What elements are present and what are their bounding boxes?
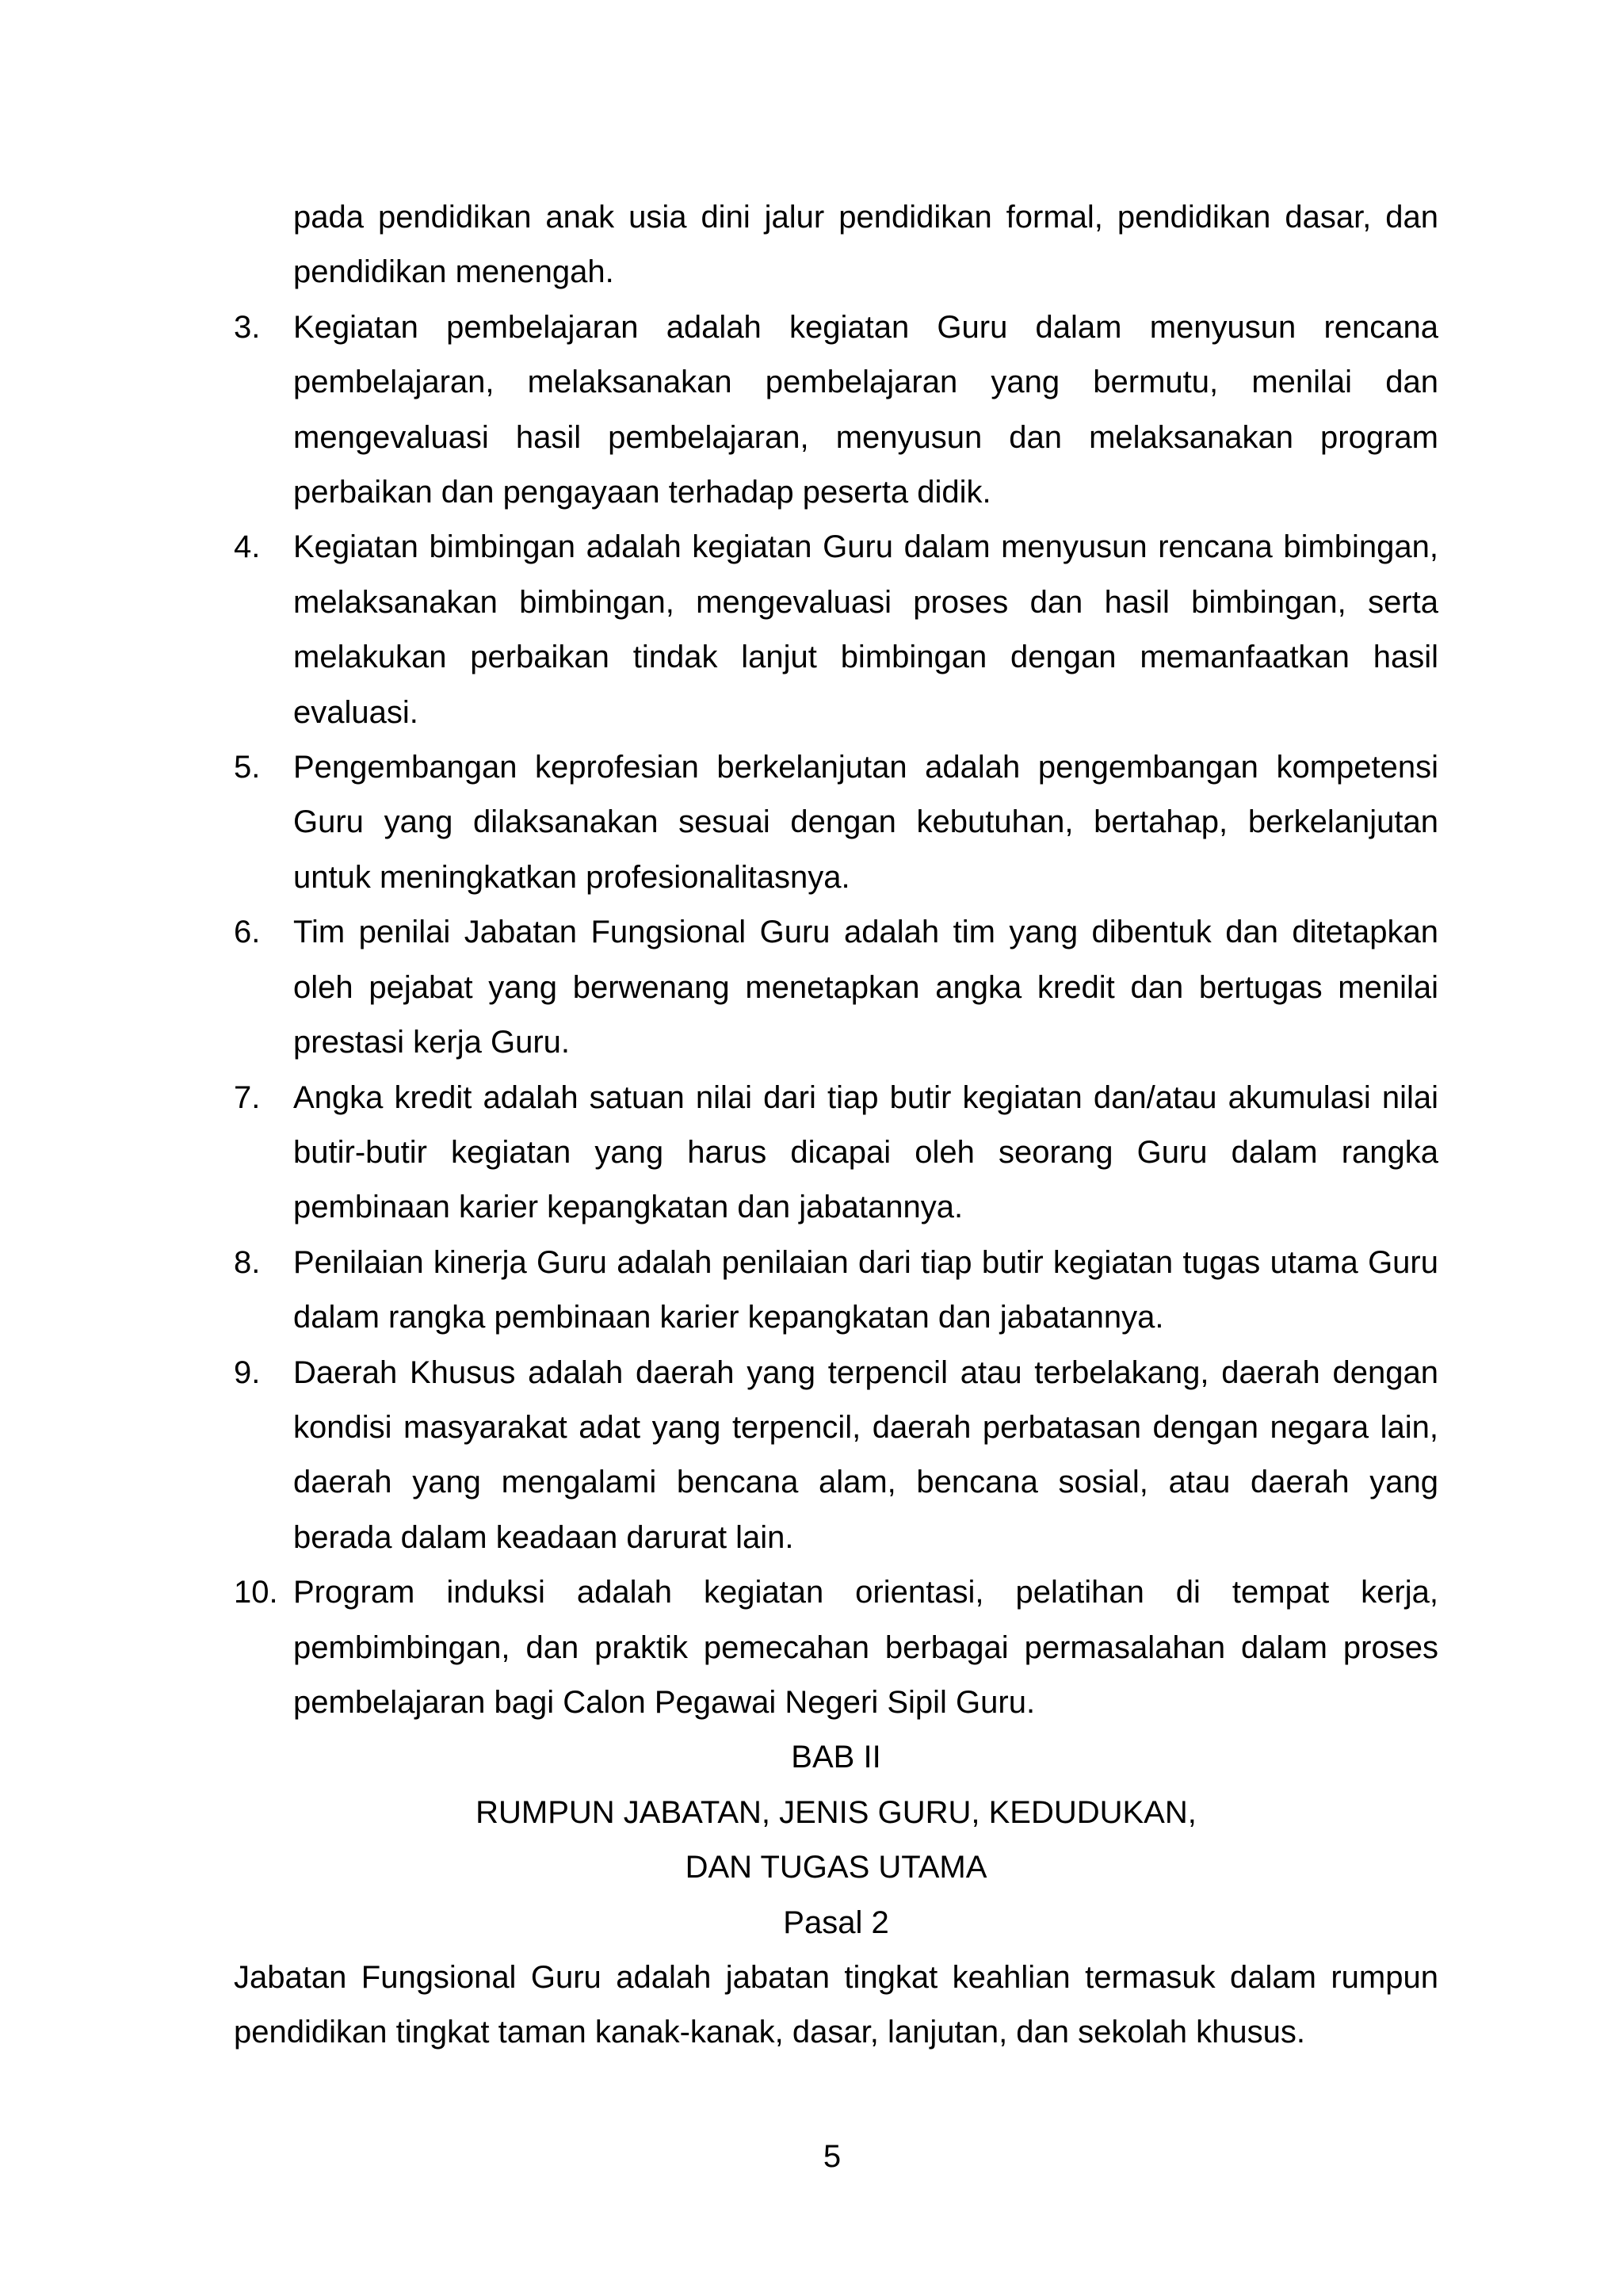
item-text: Penilaian kinerja Guru adalah penilaian dari tiap butir kegiatan tugas utama Guru dalam rangka pembinaan karier kepangkatan dan jabatannya. [293,1244,1438,1335]
item-text: Kegiatan bimbingan adalah kegiatan Guru dalam menyusun rencana bimbingan, melaksanakan bimbingan, mengevaluasi proses dan hasil bimbingan, serta melakukan perbaikan tindak lanjut bimbingan dengan memanfaatkan hasil evaluasi. [293,529,1438,730]
item-number: 4. [234,529,261,565]
page-number: 5 [823,2139,842,2174]
item-number: 3. [234,309,261,345]
continuation-text: pada pendidikan anak usia dini jalur pendidikan formal, pendidikan dasar, dan pendidikan menengah. [293,200,1438,290]
article-label: Pasal 2 [783,1904,889,1940]
chapter-title-line-2: DAN TUGAS UTAMA [685,1850,987,1885]
item-number: 7. [234,1079,261,1115]
item-number: 8. [234,1244,261,1280]
item-number: 10. [234,1575,278,1610]
definition-item [234,1346,1438,1566]
item-text: Program induksi adalah kegiatan orientasi, pelatihan di tempat kerja, pembimbingan, dan praktik pemecahan berbagai permasalahan dalam proses pembelajaran bagi Calon Pegawai Negeri Sipil Guru. [293,1575,1438,1720]
definition-item [234,1565,1438,1730]
definition-item [234,905,1438,1070]
item-number: 6. [234,915,261,950]
item-text: Kegiatan pembelajaran adalah kegiatan Guru dalam menyusun rencana pembelajaran, melaksanakan pembelajaran yang bermutu, menilai dan mengevaluasi hasil pembelajaran, menyusun dan melaksanakan program perbaikan dan pengayaan terhadap peserta didik. [293,309,1438,510]
definition-item [234,1071,1438,1236]
article-text: Jabatan Fungsional Guru adalah jabatan tingkat keahlian termasuk dalam rumpun pendidikan tingkat taman kanak-kanak, dasar, lanjutan, dan sekolah khusus. [234,1960,1438,2050]
chapter-label: BAB II [791,1740,881,1775]
item-text: Pengembangan keprofesian berkelanjutan adalah pengembangan kompetensi Guru yang dilaksanakan sesuai dengan kebutuhan, bertahap, berkelanjutan untuk meningkatkan profesionalitasnya. [293,750,1438,895]
definition-item [234,520,1438,740]
document-page [234,190,1438,2061]
item-number: 5. [234,750,261,785]
definition-list [234,300,1438,1731]
definition-item [234,740,1438,905]
chapter-title-line-1: RUMPUN JABATAN, JENIS GURU, KEDUDUKAN, [475,1794,1197,1830]
definition-item [234,300,1438,521]
item-number: 9. [234,1354,261,1390]
item-text: Angka kredit adalah satuan nilai dari tiap butir kegiatan dan/atau akumulasi nilai butir-butir kegiatan yang harus dicapai oleh seorang Guru dalam rangka pembinaan karier kepangkatan dan jabatannya. [293,1079,1438,1225]
definition-item [234,1236,1438,1346]
item-text: Daerah Khusus adalah daerah yang terpencil atau terbelakang, daerah dengan kondisi masyarakat adat yang terpencil, daerah perbatasan dengan negara lain, daerah yang mengalami bencana alam, bencana sosial, atau daerah yang berada dalam keadaan darurat lain. [293,1354,1438,1555]
item-text: Tim penilai Jabatan Fungsional Guru adalah tim yang dibentuk dan ditetapkan oleh pejabat yang berwenang menetapkan angka kredit dan bertugas menilai prestasi kerja Guru. [293,915,1438,1060]
